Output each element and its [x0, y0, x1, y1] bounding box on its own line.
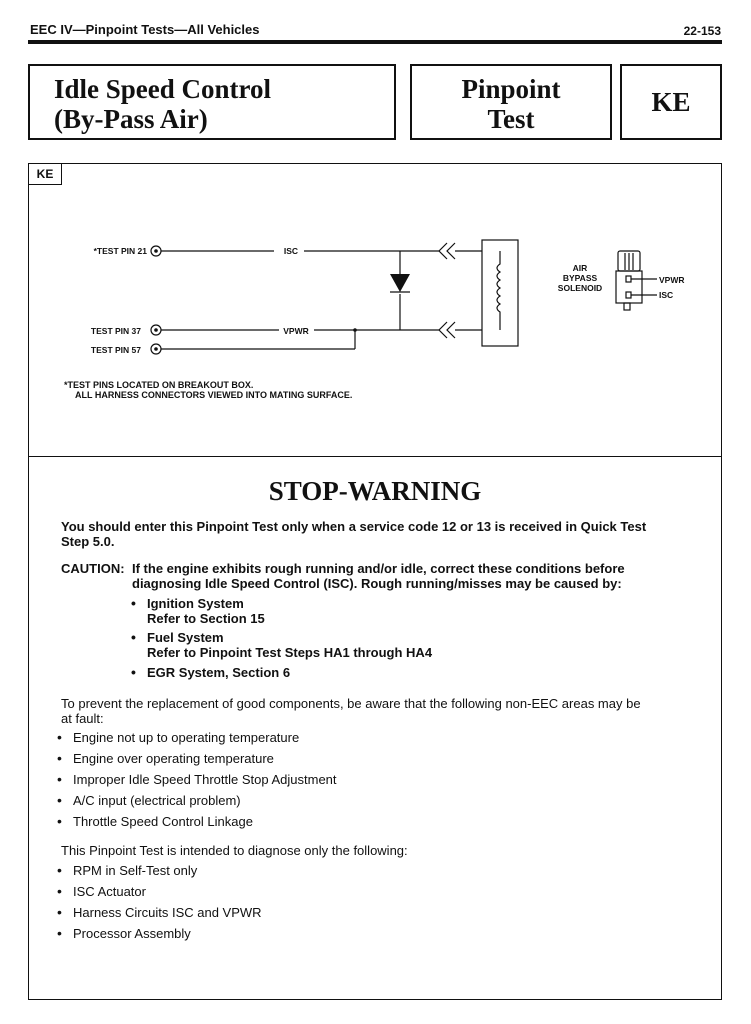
pin21-center: [154, 249, 158, 253]
non-eec-item: • Throttle Speed Control Linkage: [73, 814, 253, 829]
vpwr-wire-label: VPWR: [283, 326, 309, 336]
running-header: EEC IV—Pinpoint Tests—All Vehicles: [30, 22, 260, 37]
prevent-line-2: at fault:: [61, 711, 104, 726]
pin21-label: *TEST PIN 21: [93, 246, 147, 256]
coil-winding: [497, 251, 500, 330]
non-eec-item: • Improper Idle Speed Throttle Stop Adjustment: [73, 772, 337, 787]
pin57-label: TEST PIN 57: [90, 345, 141, 355]
title-box: [28, 64, 396, 140]
pinpoint-box: [410, 64, 612, 140]
diagram-tag: KE: [29, 164, 62, 185]
connector-isc-label: ISC: [659, 290, 674, 300]
pin57-center: [154, 347, 158, 351]
pinpoint-line-2: Test: [487, 104, 535, 134]
title-line-1: Idle Speed Control: [54, 74, 272, 104]
diagnose-item: • Processor Assembly: [73, 926, 191, 941]
diagnose-item: • RPM in Self-Test only: [73, 863, 197, 878]
diode-triangle: [390, 274, 410, 292]
caution-line-2: diagnosing Idle Speed Control (ISC). Rough running/misses may be caused by:: [132, 576, 622, 591]
caution-label: CAUTION:: [61, 561, 125, 576]
title-line-2: (By-Pass Air): [54, 104, 208, 134]
non-eec-item: • Engine not up to operating temperature: [73, 730, 299, 745]
intro-line-1: You should enter this Pinpoint Test only when a service code 12 or 13 is received in Quick Test: [61, 519, 647, 534]
non-eec-item: • Engine over operating temperature: [73, 751, 274, 766]
section-divider: [29, 456, 721, 457]
cause-item: • Fuel System Refer to Pinpoint Test Steps HA1 through HA4: [147, 630, 432, 660]
non-eec-item: • A/C input (electrical problem): [73, 793, 241, 808]
cause-item: • Ignition System Refer to Section 15: [147, 596, 265, 626]
solenoid-label-3: SOLENOID: [557, 283, 603, 293]
wiring-diagram: [29, 164, 721, 456]
diagnose-item: • Harness Circuits ISC and VPWR: [73, 905, 262, 920]
connector-vpwr-label: VPWR: [659, 275, 685, 285]
diagnose-item: • ISC Actuator: [73, 884, 146, 899]
diagnose-intro: This Pinpoint Test is intended to diagnose only the following:: [61, 843, 408, 858]
cause-item: • EGR System, Section 6: [147, 665, 290, 680]
solenoid-label-2: BYPASS: [562, 273, 598, 283]
diagram-note-1: *TEST PINS LOCATED ON BREAKOUT BOX.: [64, 380, 254, 390]
isc-wire-label: ISC: [283, 246, 299, 256]
vpwr-connector-chevron: [439, 322, 455, 338]
vpwr-junction: [353, 328, 357, 332]
connector-pin-vpwr: [626, 276, 631, 282]
warning-title: STOP-WARNING: [268, 476, 482, 506]
caution-line-1: If the engine exhibits rough running and/or idle, correct these conditions before: [132, 561, 625, 576]
pin37-center: [154, 328, 158, 332]
page-number: 22-153: [683, 24, 721, 38]
code-box: [620, 64, 722, 140]
connector-tab: [624, 303, 630, 310]
code-label: KE: [651, 86, 691, 117]
diagram-note-2: ALL HARNESS CONNECTORS VIEWED INTO MATING SURFACE.: [75, 390, 353, 400]
pin37-label: TEST PIN 37: [90, 326, 141, 336]
prevent-line-1: To prevent the replacement of good components, be aware that the following non-EEC areas may be: [61, 696, 641, 711]
pinpoint-line-1: Pinpoint: [461, 74, 561, 104]
connector-pin-isc: [626, 292, 631, 298]
intro-line-2: Step 5.0.: [61, 534, 115, 549]
header-rule: [28, 40, 722, 44]
solenoid-label-1: AIR: [572, 263, 588, 273]
content-panel: [28, 163, 722, 1000]
isc-connector-chevron: [439, 243, 455, 259]
